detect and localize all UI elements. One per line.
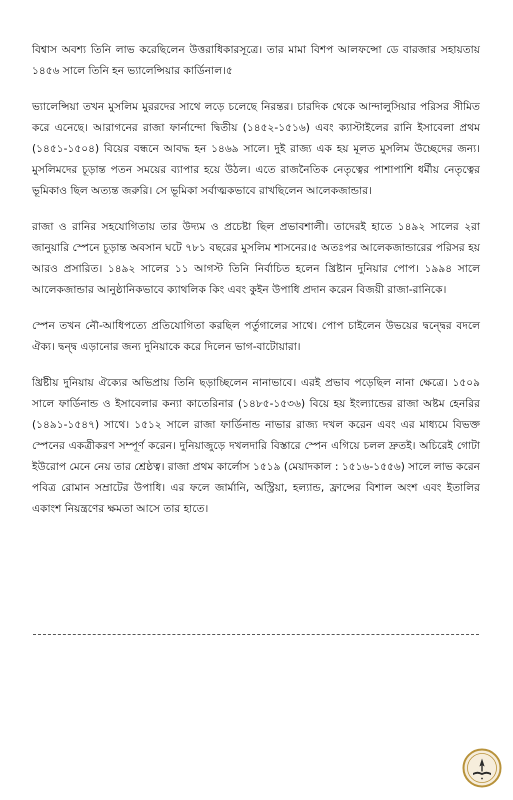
- paragraph-3: রাজা ও রানির সহযোগিতায় তার উদ্যম ও প্রচেষ্টা ছিল প্রভাবশালী। তাদেরই হাতে ১৪৯২ সালের ২রা জানুয়ারি স্পেনে চূড়ান্ত অবসান ঘটে ৭৮১ বছরের মুসলিম শাসনের।৫ অতঃপর আলেকজান্ডারের পরিসর হয় আরও প্রসারিত। ১৪৯২ সালের ১১ আগস্ট তিনি নির্বাচিত হলেন খ্রিষ্টান দুনিয়ার পোপ। ১৯৯৪ সালে আলেকজান্ডার আনুষ্ঠানিকভাবে ক্যাথলিক কিং এবং কুইন উপাধি প্রদান করেন বিজয়ী রাজা-রানিকে।: [32, 221, 480, 296]
- paragraph-2: ভ্যালেন্সিয়া তখন মুসলিম মুররদের সাথে লড়ে চলেছে নিরন্তর। চারদিক থেকে আন্দালুসিয়ার পরিসর সীমিত করে এনেছে। আরাগনের রাজা ফার্নান্দো দ্বিতীয় (১৪৫২-১৫১৬) এবং ক্যাস্টাইলের রানি ইসাবেলা প্রথম (১৪৫১-১৫০৪) বিয়ের বন্ধনে আবদ্ধ হন ১৪৬৯ সালে। দুই রাজ্য এক হয় মূলত মুসলিম উচ্ছেদের জন্য। মুসলিমদের চূড়ান্ত পতন সময়ের ব্যাপার হয়ে উঠল। এতে রাজনৈতিক নেতৃত্বের পাশাপাশি ধর্মীয় নেতৃত্বের ভূমিকাও ছিল অত্যন্ত জরুরি। সে ভূমিকা সর্বাত্মকভাবে রাখছিলেন আলেকজান্ডার।: [32, 101, 480, 197]
- paragraph-5: খ্রিষ্টীয় দুনিয়ায় ঐক্যের অভিপ্রায় তিনি ছড়াচ্ছিলেন নানাভাবে। এরই প্রভাব পড়েছিল নানা ক্ষেত্রে। ১৫০৯ সালে ফার্ডিনান্ড ও ইসাবেলার কন্যা কাতেরিনার (১৪৮৫-১৫৩৬) বিয়ে হয় ইংল্যান্ডের রাজা অষ্টম হেনরির (১৪৯১-১৫৪৭) সাথে। ১৫১২ সালে রাজা ফার্ডিনান্ড নাভার রাজ্য দখল করেন এবং এর মাধ্যমে বিভক্ত স্পেনের একত্রীকরণ সম্পূর্ণ করেন। দুনিয়াজুড়ে দখলদারি বিস্তারে স্পেন এগিয়ে চলল দ্রুতই। অচিরেই গোটা ইউরোপ মেনে নেয় তার শ্রেষ্ঠত্ব। রাজা প্রথম কার্লোস ১৫১৯ (মেয়াদকাল : ১৫১৬-১৫৫৬) সালে লাভ করেন পবিত্র রোমান সম্রাটের উপাধি। এর ফলে জার্মানি, অস্ট্রিয়া, হল্যান্ড, ফ্রান্সের বিশাল অংশ এবং ইতালির একাংশ নিয়ন্ত্রণের ক্ষমতা আসে তার হাতে।: [32, 377, 480, 515]
- publisher-seal-icon: [462, 748, 502, 788]
- section-divider: [33, 634, 479, 635]
- paragraph-1: বিশ্বাস অবশ্য তিনি লাভ করেছিলেন উত্তরাধিকারসূত্রে। তার মামা বিশপ আলফন্সো ডে বারজার সহায়তায় ১৪৫৬ সালে তিনি হন ভ্যালেন্সিয়ার কার্ডিনাল।৫: [32, 44, 480, 77]
- paragraph-4: স্পেন তখন নৌ-আধিপত্যে প্রতিযোগিতা করছিল পর্তুগালের সাথে। পোপ চাইলেন উভয়ের দ্বন্দ্বের বদলে ঐক্য। দ্বন্দ্ব এড়ানোর জন্য দুনিয়াকে করে দিলেন ভাগ-বাটোয়ারা।: [32, 320, 480, 353]
- document-body: [32, 40, 480, 535]
